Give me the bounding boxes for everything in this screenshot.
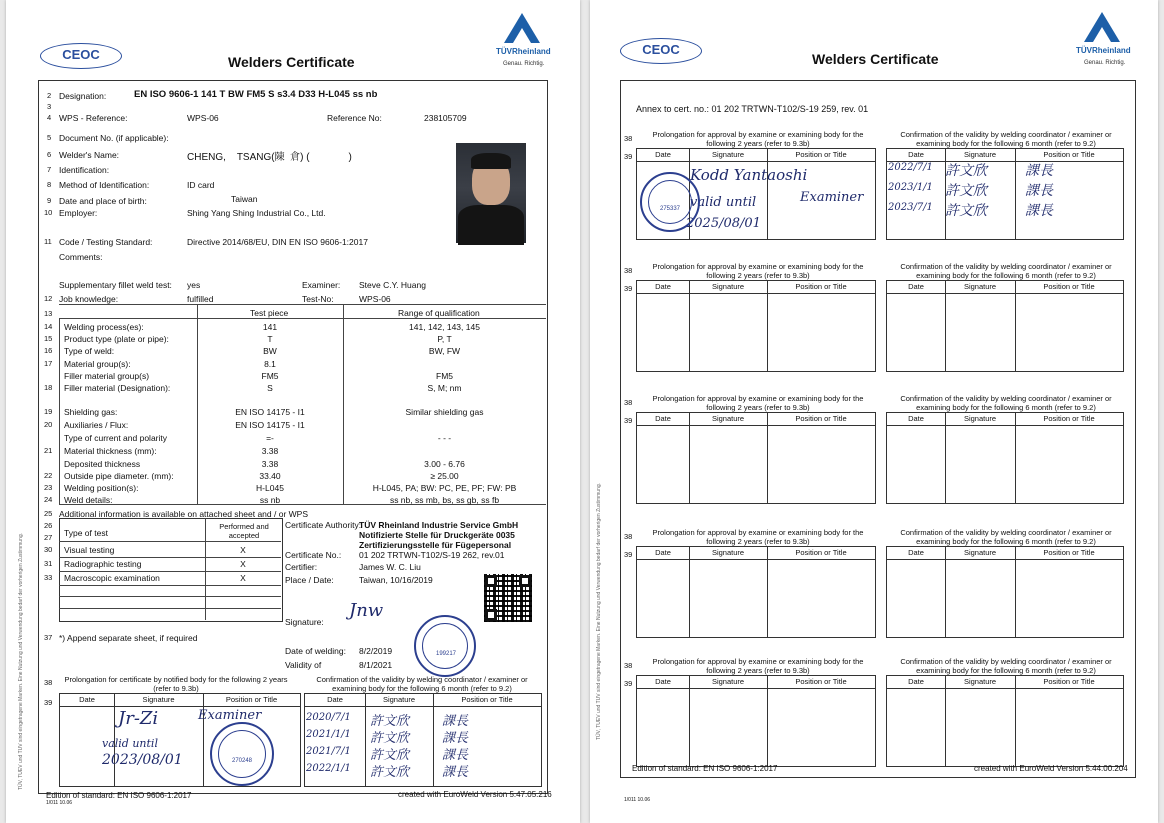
param-label: Welding process(es): (64, 322, 144, 332)
annex-confirm-title: 課長 (1025, 183, 1053, 199)
param-test-piece: FM5 (261, 371, 279, 381)
signature-header: Signature (711, 150, 745, 159)
confirm-title: 課長 (442, 748, 469, 763)
param-test-piece: S (267, 383, 273, 393)
code-label: Code / Testing Standard: (59, 237, 153, 247)
range-header: Range of qualification (398, 308, 480, 318)
confirm-date: 2021/1/1 (306, 729, 351, 740)
prolongation-notified: Prolongation for certificate by notified body for the following 2 years (refer to 9.3b) (64, 675, 288, 693)
param-label: Auxiliaries / Flux: (64, 420, 129, 430)
prolongation-grid: Date Signature Position or Title (59, 693, 301, 787)
row-38: 38 (624, 532, 633, 541)
annex-confirm-signature: 許文欣 (945, 203, 987, 219)
prolong-signature: Jr-Zi (118, 708, 159, 729)
append-note: *) Append separate sheet, if required (59, 633, 198, 643)
confirm-signature: 許文欣 (370, 714, 410, 729)
param-test-piece: 3.38 (261, 459, 279, 469)
test-no-value: WPS-06 (359, 294, 391, 304)
date-header: Date (655, 414, 671, 423)
signature-label: Signature: (285, 617, 324, 627)
signature-header: Signature (711, 548, 745, 557)
test-name: Macroscopic examination (64, 573, 160, 583)
param-test-piece: EN ISO 14175 - I1 (235, 420, 305, 430)
param-number: 20 (44, 420, 53, 429)
date-header: Date (655, 282, 671, 291)
param-range: BW, FW (428, 346, 461, 356)
annex-confirm-signature: 許文欣 (945, 163, 987, 179)
welder-name-value: CHENG, TSANG(陳 倉) ( ) (187, 152, 352, 163)
additional-info: Additional information is available on attached sheet and / or WPS (59, 509, 309, 519)
test-divider (59, 596, 281, 597)
tuv-stamp-bottom: 270248 (210, 722, 274, 786)
confirmation-grid (886, 546, 1124, 638)
footer-code: 1/011 10.06 (624, 797, 651, 803)
param-number: 24 (44, 495, 53, 504)
prolong-date: 2023/08/01 (102, 752, 183, 768)
annex-confirm-title: 課長 (1025, 203, 1053, 219)
param-number: 19 (44, 407, 53, 416)
position-header: Position or Title (1043, 150, 1095, 159)
validity-label: Validity of (285, 660, 322, 670)
annex-signature: Kodd Yantaoshi (690, 166, 808, 184)
param-test-piece: 33.40 (259, 471, 281, 481)
wps-label: WPS - Reference: (59, 113, 128, 123)
position-header: Position or Title (1043, 282, 1095, 291)
certifier-label: Certifier: (285, 562, 318, 572)
param-number: 18 (44, 383, 53, 392)
param-range: 3.00 - 6.76 (424, 459, 465, 469)
param-test-piece: 3.38 (261, 446, 279, 456)
row-39: 39 (624, 679, 633, 688)
left-certificate-page: CEOC Welders Certificate TÜVRheinland Genau. Richtig. 2 Designation: EN ISO 9606-1 141 T BW FM5 S s3.4 D33 H-L045 ss nb 3 4 WPS - Reference: WPS-06 Reference No: 238105709 5 Document No. (if applicable): 6 Welder's Name: CHENG, TSANG(陳 倉) ( ) 7 Identification: 8 Method of Identification: ID card 9 Date and place of birth: Taiwan 10 Employer: Shing Yang Shing Industrial Co., Ltd. 11 Code / Testing Standard: Directive 2014/68/EU, DIN EN ISO 9606-1:2017 Comments: Supplementary fillet weld test: yes Examiner: Steve C.Y. Huang 12 Job knowledge: fulfilled Test-No: WPS-06 13 Test piece Range of qualification 14 Welding process(es): 141 141, 142, 143, 145 15 Product type (plate or pipe): T P, T 16 Type of weld: BW BW, FW 17 Material group(s): 8.1 Filler material group(s) FM5 FM5 18 Filler material (Designation): S S, M; nm 19 Shielding gas: EN ISO 14175 - I1 Similar shielding gas 20 Auxiliaries / Flux: EN ISO 14175 - I1 Type of current and polarity =- - - - 21 Material thickness (mm): 3.38 Deposited thickness 3.38 3.00 - 6.76 22 Outside pipe diameter. (mm): 33.40 ≥ 25.00 23 Welding position(s): H-L045 H-L045, PA; BW: PC, PE, PF; FW: PB 24 Weld details: ss nb ss nb, ss mb, bs, ss gb, ss fb 25 Additional information is available on attached sheet and / or WPS 26 27 30 31 33 Type of test Performed and accepted Visual testing X Radiographic testing X Macroscopic examination X Certificate Authority: TÜV Rheinland Industrie Service GmbH Notifizierte Stelle für Druckgeräte 0035 Zertifizierungsstelle für Fügepersonal Certificate No.: 01 202 TRTWN-T102/S-19 262, rev.01 Certifier: James W. C. Liu Place / Date: Taiwan, 10/16/2019 Signature: Jnw 199217 37 *) Append separate sheet, if required Date of welding: 8/2/2019 Validity of 8/1/2021 38 Prolongation for certificate by notified body for the following 2 years (refer to 9.3b) Confirmation of the validity by welding coordinator / examiner or examining body for the following 6 month (refer to 9.2) 39 Date Signature Position or Title Date Signature Position or Title Jr-Zi Examiner valid until 2023/08/01 270248 2020/7/1 許文欣 課長 2021/1/1 許文欣 課長 2021/7/1 許文欣 課長 2022/1/1 許文欣 課長 Edition of standard: EN ISO 9606-1:2017 created with EuroWeld Version 5.47.05.216 1/011 10.06 TÜV, TUEV und TUV sind eingetragene Marken. Eine Nutzung und Verwendung bedarf der vorherigen Zustimmung. (6, 0, 580, 823)
type-of-test-header: Type of test (64, 528, 108, 538)
confirmation-text: Confirmation of the validity by welding coordinator / examiner or examining body for the following 6 month (refer to 9.2) (900, 657, 1112, 675)
confirmation-text: Confirmation of the validity by welding coordinator / examiner or examining body for the following 6 month (refer to 9.2) (900, 262, 1112, 280)
footer-created: created with EuroWeld Version 5.47.05.216 (398, 790, 552, 799)
position-header: Position or Title (1043, 677, 1095, 686)
confirm-date: 2022/1/1 (306, 763, 351, 774)
param-label: Product type (plate or pipe): (64, 334, 169, 344)
param-label: Shielding gas: (64, 407, 118, 417)
param-number: 23 (44, 483, 53, 492)
designation-value: EN ISO 9606-1 141 T BW FM5 S s3.4 D33 H-L045 ss nb (134, 89, 378, 100)
param-range: P, T (437, 334, 452, 344)
prolongation-text: Prolongation for approval by examine or examining body for the following 2 years (refer to 9.3b) (652, 394, 864, 412)
row-38: 38 (624, 266, 633, 275)
method-label: Method of Identification: (59, 180, 150, 190)
birth-value: Taiwan (231, 194, 258, 204)
row-38: 38 (624, 398, 633, 407)
annex-confirm-date: 2023/7/1 (888, 202, 933, 213)
qr-code (484, 574, 532, 622)
param-label: Type of weld: (64, 346, 115, 356)
examiner-value: Steve C.Y. Huang (359, 280, 426, 290)
test-divider (59, 557, 281, 558)
validity-value: 8/1/2021 (359, 660, 393, 670)
ceoc-logo: CEOC (40, 43, 122, 69)
ceoc-logo: CEOC (620, 38, 702, 64)
employer-label: Employer: (59, 208, 98, 218)
param-label: Filler material group(s) (64, 371, 150, 381)
prolongation-grid (636, 412, 876, 504)
trademark-note: TÜV, TUEV und TUV sind eingetragene Marken. Eine Nutzung und Verwendung bedarf der vorherigen Zustimmung. (596, 483, 602, 740)
confirmation-grid (886, 675, 1124, 767)
designation-label: Designation: (59, 91, 107, 101)
param-label: Welding position(s): (64, 483, 139, 493)
date-welding-label: Date of welding: (285, 646, 346, 656)
annex-confirm-signature: 許文欣 (945, 183, 987, 199)
param-number: 16 (44, 346, 53, 355)
examiner-label: Examiner: (302, 280, 341, 290)
position-header: Position or Title (1043, 548, 1095, 557)
tuv-stamp-annex: 275337 (640, 172, 700, 232)
row-39: 39 (624, 284, 633, 293)
param-number: 14 (44, 322, 53, 331)
signature-header: Signature (963, 414, 997, 423)
test-accepted-mark: X (240, 559, 246, 569)
reference-label: Reference No: (327, 113, 382, 123)
footer-edition: Edition of standard: EN ISO 9606-1:2017 (46, 791, 192, 800)
annex-confirm-title: 課長 (1025, 163, 1053, 179)
position-header: Position or Title (795, 150, 847, 159)
param-range: ≥ 25.00 (430, 471, 459, 481)
test-name: Visual testing (64, 545, 115, 555)
param-label: Filler material (Designation): (64, 383, 171, 393)
cert-no-value: 01 202 TRTWN-T102/S-19 262, rev.01 (359, 550, 505, 560)
test-accepted-mark: X (240, 573, 246, 583)
tuv-stamp-top: 199217 (414, 615, 476, 677)
param-range: - - - (437, 433, 452, 443)
confirmation-grid (886, 280, 1124, 372)
test-divider (59, 608, 281, 609)
annex-reference: Annex to cert. no.: 01 202 TRTWN-T102/S-19 259, rev. 01 (636, 104, 869, 114)
param-range: H-L045, PA; BW: PC, PE, PF; FW: PB (372, 483, 517, 493)
performed-header: Performed and accepted (219, 522, 269, 540)
param-test-piece: ss nb (259, 495, 281, 505)
param-test-piece: EN ISO 14175 - I1 (235, 407, 305, 417)
signature-header: Signature (963, 150, 997, 159)
param-test-piece: BW (263, 346, 277, 356)
confirm-title: 課長 (442, 765, 469, 780)
confirmation-text: Confirmation of the validity by welding coordinator / examiner or examining body for the following 6 month (refer to 9.2) (900, 528, 1112, 546)
prolongation-text: Prolongation for approval by examine or examining body for the following 2 years (refer to 9.3b) (652, 262, 864, 280)
confirm-title: 課長 (442, 731, 469, 746)
date-header: Date (655, 548, 671, 557)
welder-name-label: Welder's Name: (59, 150, 120, 160)
confirm-title: 課長 (442, 714, 469, 729)
param-number: 21 (44, 446, 53, 455)
row-39: 39 (624, 550, 633, 559)
param-range: 141, 142, 143, 145 (409, 322, 480, 332)
prolongation-text: Prolongation for approval by examine or examining body for the following 2 years (refer to 9.3b) (652, 130, 864, 148)
param-range: S, M; nm (427, 383, 462, 393)
confirm-date: 2021/7/1 (306, 746, 351, 757)
wps-value: WPS-06 (187, 113, 219, 123)
test-name: Radiographic testing (64, 559, 142, 569)
welder-photo (456, 143, 526, 243)
page-title: Welders Certificate (228, 54, 355, 70)
authority-line1: TÜV Rheinland Industrie Service GmbH (359, 520, 519, 530)
signature-header: Signature (963, 677, 997, 686)
date-header: Date (655, 150, 671, 159)
trademark-note: TÜV, TUEV und TUV sind eingetragene Marken. Eine Nutzung und Verwendung bedarf der vorherigen Zustimmung. (18, 533, 24, 790)
prolong-position: Examiner (198, 708, 262, 723)
fillet-label: Supplementary fillet weld test: (59, 280, 172, 290)
employer-value: Shing Yang Shing Industrial Co., Ltd. (187, 208, 326, 218)
position-header: Position or Title (1043, 414, 1095, 423)
param-number: 22 (44, 471, 53, 480)
row-38: 38 (624, 661, 633, 670)
annex-valid: valid until (690, 195, 757, 210)
date-header: Date (908, 282, 924, 291)
position-header: Position or Title (795, 677, 847, 686)
comments-label: Comments: (59, 252, 103, 262)
param-range: FM5 (436, 371, 453, 381)
fillet-value: yes (187, 280, 201, 290)
confirm-signature: 許文欣 (370, 765, 410, 780)
param-test-piece: T (267, 334, 273, 344)
job-knowledge-value: fulfilled (187, 294, 214, 304)
param-range: ss nb, ss mb, bs, ss gb, ss fb (389, 495, 500, 505)
annex-date: 2025/08/01 (686, 216, 761, 231)
row-38: 38 (624, 134, 633, 143)
footer-edition: Edition of standard: EN ISO 9606-1:2017 (632, 764, 778, 773)
document-label: Document No. (if applicable): (59, 133, 169, 143)
authority-label: Certificate Authority: (285, 520, 362, 530)
param-number: 15 (44, 334, 53, 343)
signature-header: Signature (963, 548, 997, 557)
cert-no-label: Certificate No.: (285, 550, 342, 560)
param-label: Outside pipe diameter. (mm): (64, 471, 174, 481)
date-welding-value: 8/2/2019 (359, 646, 393, 656)
code-value: Directive 2014/68/EU, DIN EN ISO 9606-1:2017 (187, 237, 368, 247)
confirmation-grid (886, 412, 1124, 504)
right-annex-page: CEOC Welders Certificate TÜVRheinland Genau. Richtig. Annex to cert. no.: 01 202 TRTWN-T102/S-19 259, rev. 01 38 Prolongation for approval by examine or examining body for the following 2 years (refer to 9.3b) Confirmation of the validity by welding coordinator / examiner or examining body for the following 6 month (refer to 9.2) 39 Date Signature Position or Title Date Signature Position or Title 38 Prolongation for approval by examine or examining body for the following 2 years (refer to 9.3b) Confirmation of the validity by welding coordinator / examiner or examining body for the following 6 month (refer to 9.2) 39 Date Signature Position or Title Date Signature Position or Title 38 Prolongation for approval by examine or examining body for the following 2 years (refer to 9.3b) Confirmation of the validity by welding coordinator / examiner or examining body for the following 6 month (refer to 9.2) 39 Date Signature Position or Title Date Signature Position or Title 38 Prolongation for approval by examine or examining body for the following 2 years (refer to 9.3b) Confirmation of the validity by welding coordinator / examiner or examining body for the following 6 month (refer to 9.2) 39 Date Signature Position or Title Date Signature Position or Title 38 Prolongation for approval by examine or examining body for the following 2 years (refer to 9.3b) Confirmation of the validity by welding coordinator / examiner or examining body for the following 6 month (refer to 9.2) 39 Date Signature Position or Title Date Signature Position or Title Kodd Yantaoshi valid until 2025/08/01 Examiner 275337 2022/7/1 許文欣 課長 2023/1/1 許文欣 課長 2023/7/1 許文欣 課長 Edition of standard: EN ISO 9606-1:2017 created with EuroWeld Version 5.44.00.204 1/011 10.06 TÜV, TUEV und TUV sind eingetragene Marken. Eine Nutzung und Verwendung bedarf der vorherigen Zustimmung. (590, 0, 1158, 823)
place-date-value: Taiwan, 10/16/2019 (359, 575, 433, 585)
confirm-date: 2020/7/1 (306, 712, 351, 723)
prolongation-text: Prolongation for approval by examine or examining body for the following 2 years (refer to 9.3b) (652, 528, 864, 546)
certifier-signature: Jnw (349, 600, 384, 621)
position-header: Position or Title (795, 282, 847, 291)
birth-label: Date and place of birth: (59, 196, 147, 206)
date-header: Date (908, 414, 924, 423)
authority-line2: Notifizierte Stelle für Druckgeräte 0035 (359, 530, 515, 540)
date-header: Date (908, 150, 924, 159)
confirmation-text: Confirmation of the validity by welding coordinator / examiner or examining body for the following 6 month (refer to 9.2) (316, 675, 528, 693)
confirm-signature: 許文欣 (370, 731, 410, 746)
prolongation-text: Prolongation for approval by examine or examining body for the following 2 years (refer to 9.3b) (652, 657, 864, 675)
prolongation-grid (636, 546, 876, 638)
authority-line3: Zertifizierungsstelle für Fügepersonal (359, 540, 512, 550)
signature-header: Signature (711, 677, 745, 686)
annex-confirm-date: 2023/1/1 (888, 182, 933, 193)
prolong-valid: valid until (102, 737, 158, 750)
param-number: 17 (44, 359, 53, 368)
param-test-piece: =- (266, 433, 274, 443)
row-39: 39 (624, 416, 633, 425)
test-accepted-mark: X (240, 545, 246, 555)
identification-label: Identification: (59, 165, 110, 175)
param-test-piece: 141 (262, 322, 278, 332)
test-divider (59, 585, 281, 586)
confirmation-grid: Date Signature Position or Title (304, 693, 542, 787)
confirm-signature: 許文欣 (370, 748, 410, 763)
confirmation-text: Confirmation of the validity by welding coordinator / examiner or examining body for the following 6 month (refer to 9.2) (900, 130, 1112, 148)
param-label: Type of current and polarity (64, 433, 168, 443)
annex-position: Examiner (800, 190, 864, 205)
test-divider (59, 571, 281, 572)
footer-code: 1/011 10.06 (46, 800, 73, 806)
prolongation-grid (636, 675, 876, 767)
certifier-value: James W. C. Liu (359, 562, 421, 572)
prolongation-grid (636, 280, 876, 372)
row-39: 39 (624, 152, 633, 161)
place-date-label: Place / Date: (285, 575, 334, 585)
signature-header: Signature (711, 414, 745, 423)
date-header: Date (655, 677, 671, 686)
signature-header: Signature (711, 282, 745, 291)
param-label: Material group(s): (64, 359, 131, 369)
job-knowledge-label: Job knowledge: (59, 294, 119, 304)
param-label: Deposited thickness (64, 459, 141, 469)
position-header: Position or Title (795, 548, 847, 557)
reference-value: 238105709 (424, 113, 467, 123)
annex-confirm-date: 2022/7/1 (888, 162, 933, 173)
test-piece-header: Test piece (250, 308, 289, 318)
date-header: Date (908, 548, 924, 557)
page-title: Welders Certificate (812, 51, 939, 67)
confirmation-text: Confirmation of the validity by welding coordinator / examiner or examining body for the following 6 month (refer to 9.2) (900, 394, 1112, 412)
param-label: Weld details: (64, 495, 113, 505)
param-range: Similar shielding gas (405, 407, 484, 417)
param-test-piece: H-L045 (256, 483, 284, 493)
param-test-piece: 8.1 (264, 359, 276, 369)
method-value: ID card (187, 180, 215, 190)
test-no-label: Test-No: (302, 294, 334, 304)
footer-created: created with EuroWeld Version 5.44.00.204 (974, 764, 1128, 773)
param-label: Material thickness (mm): (64, 446, 157, 456)
signature-header: Signature (963, 282, 997, 291)
date-header: Date (908, 677, 924, 686)
position-header: Position or Title (795, 414, 847, 423)
